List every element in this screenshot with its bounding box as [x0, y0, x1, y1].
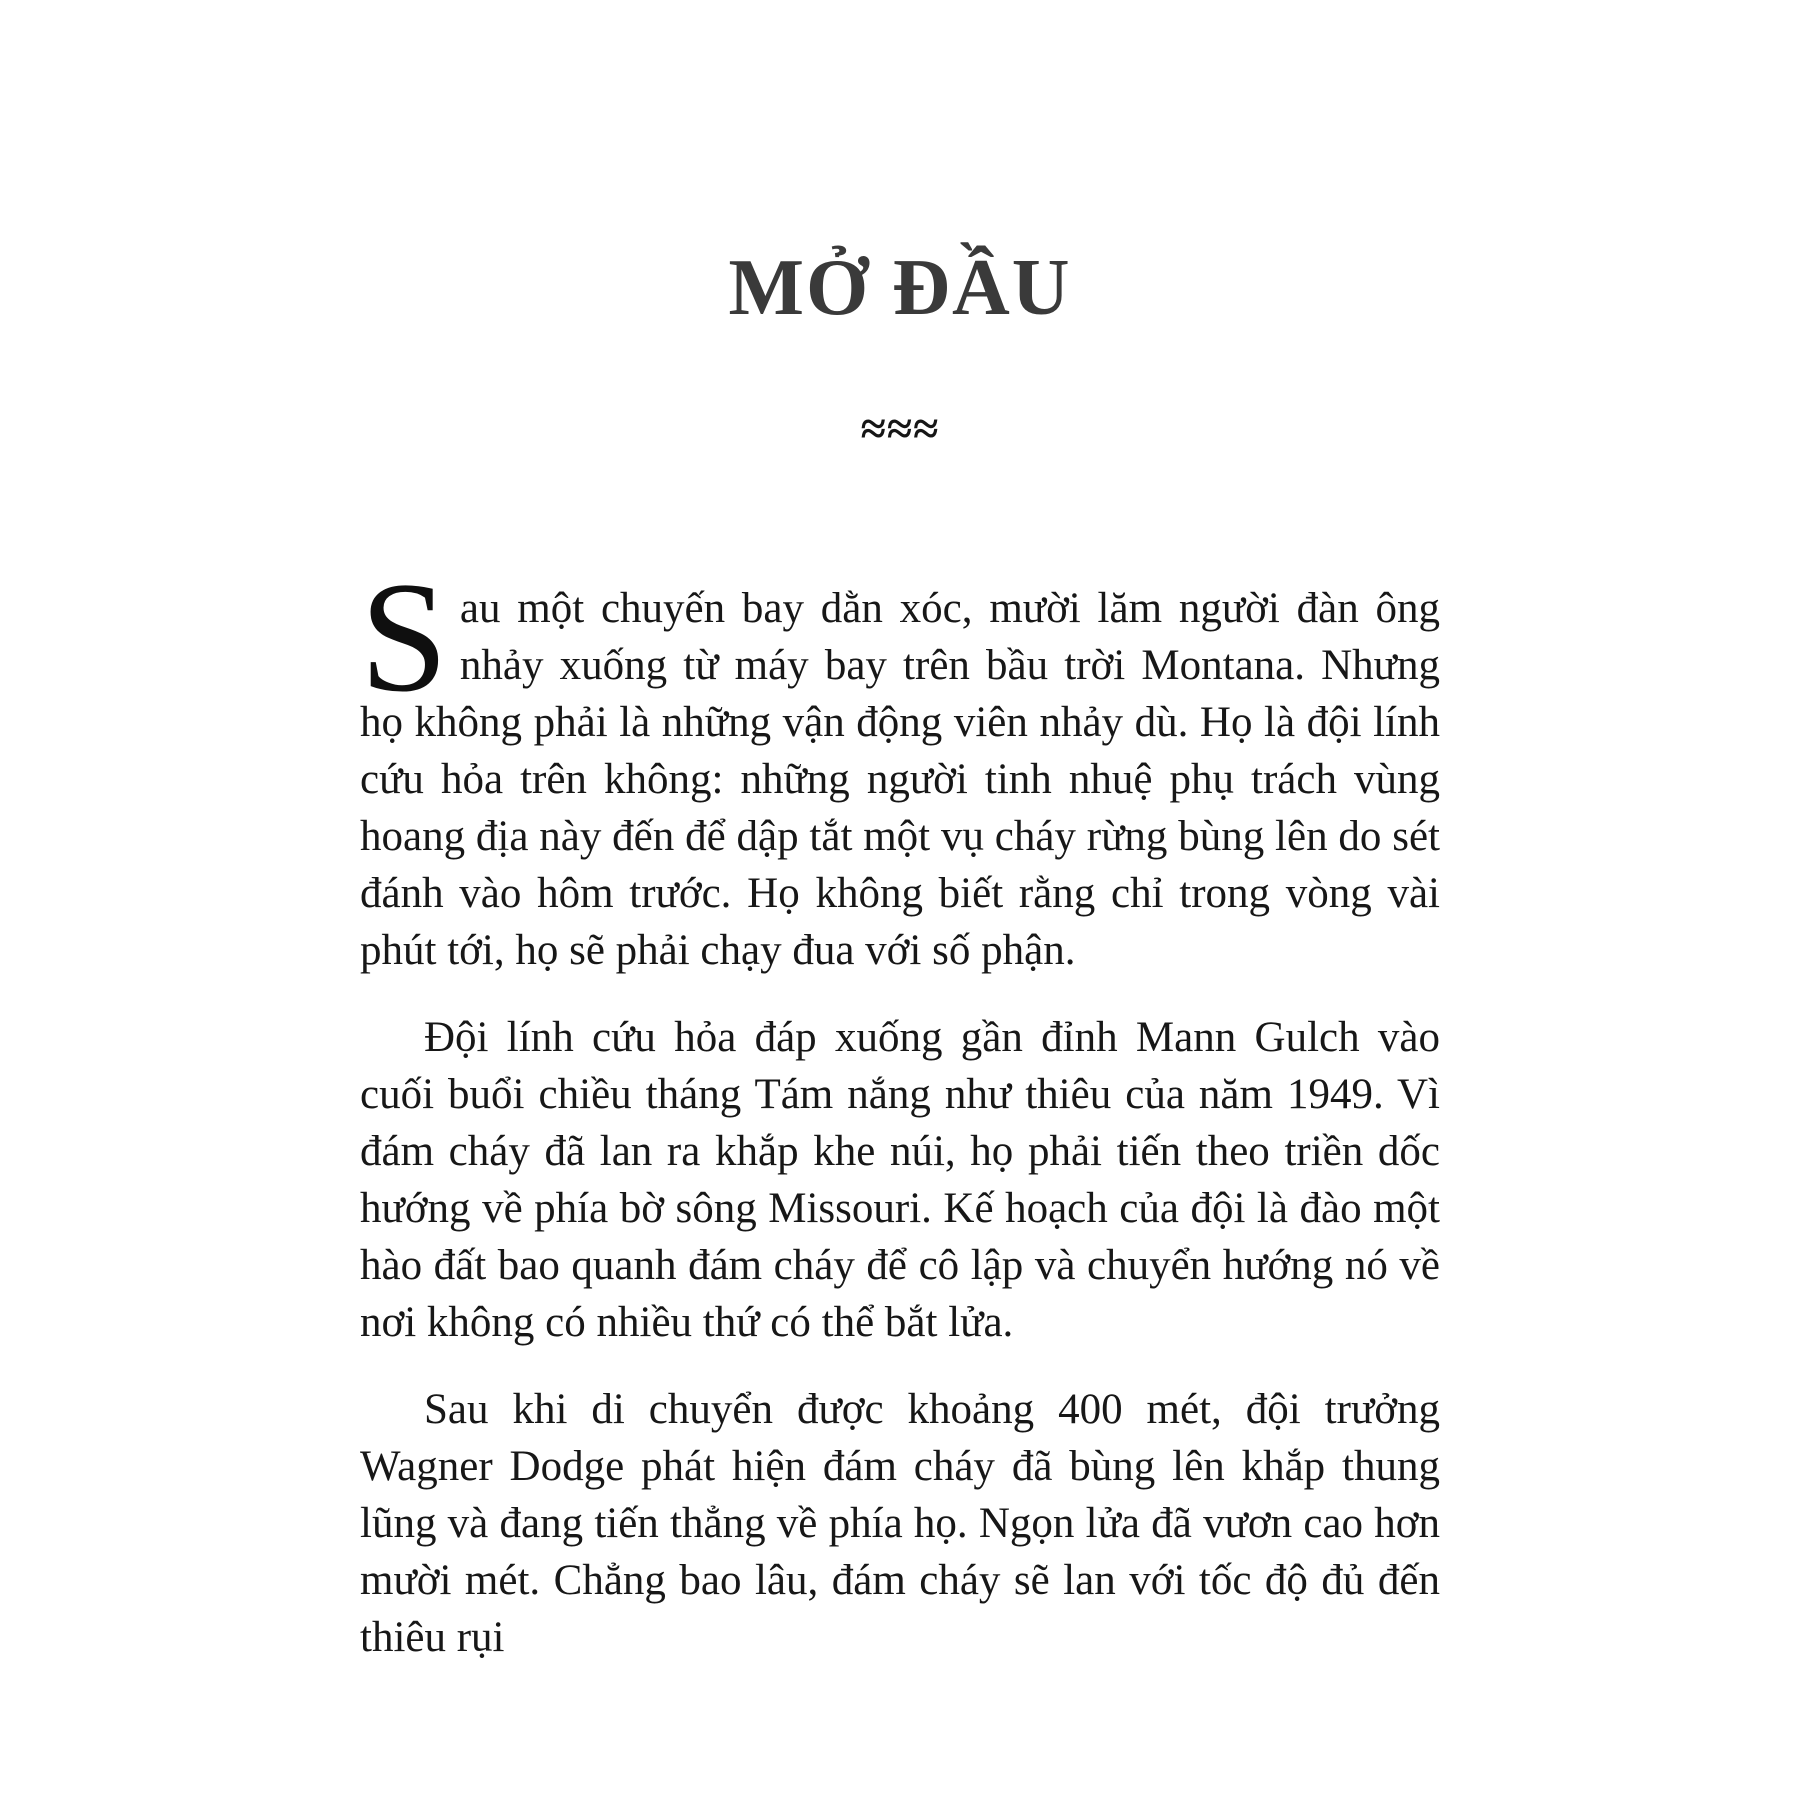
chapter-body: [360, 550, 1440, 1666]
paragraph-1-text: au một chuyến bay dằn xóc, mười lăm người đàn ông nhảy xuống từ máy bay trên bầu trời Montana. Nhưng họ không phải là những vận động viên nhảy dù. Họ là đội lính cứu hỏa trên không: những người tinh nhuệ phụ trách vùng hoang địa này đến để dập tắt một vụ cháy rừng bùng lên do sét đánh vào hôm trước. Họ không biết rằng chỉ trong vòng vài phút tới, họ sẽ phải chạy đua với số phận.: [360, 585, 1440, 974]
wave-ornament: ≈≈≈: [860, 403, 940, 454]
dropcap-letter: S: [360, 550, 448, 725]
chapter-title: MỞ ĐẦU: [728, 244, 1072, 332]
paragraph-2-text: Đội lính cứu hỏa đáp xuống gần đỉnh Mann Gulch vào cuối buổi chiều tháng Tám nắng như thiêu của năm 1949. Vì đám cháy đã lan ra khắp khe núi, họ phải tiến theo triền dốc hướng về phía bờ sông Missouri. Kế hoạch của đội là đào một hào đất bao quanh đám cháy để cô lập và chuyển hướng nó về nơi không có nhiều thứ có thể bắt lửa.: [360, 1014, 1440, 1346]
paragraph-3-text: Sau khi di chuyển được khoảng 400 mét, đội trưởng Wagner Dodge phát hiện đám cháy đã bùng lên khắp thung lũng và đang tiến thẳng về phía họ. Ngọn lửa đã vươn cao hơn mười mét. Chẳng bao lâu, đám cháy sẽ lan với tốc độ đủ đến thiêu rụi: [360, 1386, 1440, 1661]
paragraph-2: [360, 1009, 1440, 1351]
paragraph-3: [360, 1381, 1440, 1666]
paragraph-1: [360, 550, 1440, 979]
book-page: [360, 0, 1440, 1666]
